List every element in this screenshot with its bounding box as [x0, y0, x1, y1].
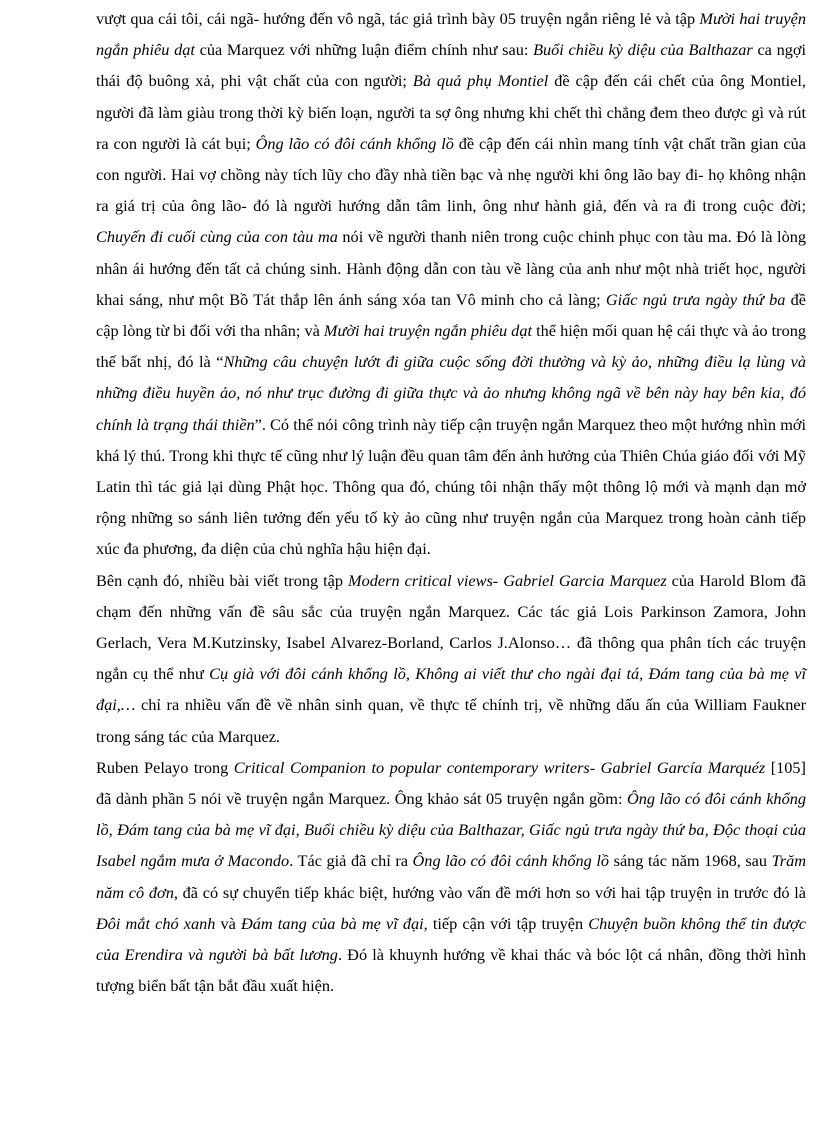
italic-title-text: Trăm năm cô đơn: [96, 851, 806, 902]
italic-title-text: Giấc ngủ trưa ngày thứ ba: [605, 289, 786, 309]
body-text: . Đó là khuynh hướng về khai thác và bóc lột cá nhân, đồng thời hình tượng biển bất tận bắt đầu xuất hiện.: [96, 945, 806, 996]
italic-title-text: Ông lão có đôi cánh khổng lồ: [412, 851, 610, 871]
italic-title-text: Buổi chiều kỳ diệu của Balthazar: [533, 40, 753, 60]
body-text: . Tác giả đã chỉ ra: [289, 851, 413, 871]
italic-title-text: Chuyến đi cuối cùng của con tàu ma: [96, 227, 338, 247]
body-text: vượt qua cái tôi, cái ngã- hướng đến vô ngã, tác giả trình bày 05 truyện ngắn riêng lẻ và tập: [96, 9, 700, 28]
italic-title-text: Modern critical views- Gabriel Garcia Marquez: [348, 570, 667, 590]
body-text: nói về người thanh niên trong cuộc chinh phục con tàu ma. Đó là lòng nhân ái hướng đến tất cả chúng sinh. Hành động dẫn con tàu về làng của anh như một nhà triết học, người khai sáng, như một Bồ Tát thắp lên ánh sáng xóa tan Vô minh cho cả làng;: [96, 227, 806, 309]
italic-title-text: Ông lão có đôi cánh khổng lồ: [255, 133, 454, 153]
body-text: thể hiện mối quan hệ cái thực và ảo trong thế bất nhị, đó là “: [96, 321, 807, 372]
body-text: [105] đã dành phần 5 nói về truyện ngắn Marquez. Ông khảo sát 05 truyện ngắn gồm:: [96, 757, 806, 809]
body-text: Ruben Pelayo trong: [96, 757, 234, 777]
body-text: Bên cạnh đó, nhiều bài viết trong tập: [96, 570, 349, 590]
italic-title-text: Mười hai truyện ngắn phiêu dạt: [323, 321, 532, 341]
italic-title-text: Đôi mắt chó xanh: [96, 913, 216, 933]
body-text: của Harold Blom đã chạm đến những vấn đề sâu sắc của truyện ngắn Marquez. Các tác giả Lois Parkinson Zamora, John Gerlach, Vera M.Kutzinsky, Isabel Alvarez-Borland, Carlos J.Alonso… đã thông qua phân tích các truyện ngắn cụ thể như: [96, 570, 807, 684]
italic-title-text: Bà quả phụ Montiel: [412, 71, 549, 91]
body-text: của Marquez với những luận điểm chính như sau:: [194, 40, 534, 60]
italic-title-text: Ông lão có đôi cánh khổng lồ, Đám tang của bà mẹ vĩ đại, Buổi chiều kỳ diệu của Balthazar, Giấc ngủ trưa ngày thứ ba, Độc thoại của Isabel ngắm mưa ở Macondo: [96, 789, 806, 871]
body-text: sáng tác năm 1968, sau: [609, 851, 772, 871]
paragraph-1: [96, 3, 806, 565]
body-text: và: [215, 913, 241, 933]
paragraph-2: [96, 565, 806, 752]
body-text: ca ngợi thái độ buông xả, phi vật chất của con người;: [96, 40, 807, 91]
body-text: đề cập đến cái nhìn mang tính vật chất trần gian của con người. Hai vợ chồng này tích lũy cho đầy nhà tiền bạc và nhẹ người khi ông lão bay đi- họ không nhận ra giá trị của ông lão- đó là người hướng dẫn tâm linh, ông như hành giả, đến và ra đi trong cuộc đời;: [96, 133, 806, 216]
italic-title-text: Đám tang của bà mẹ vĩ đại,: [241, 913, 428, 933]
body-text: chỉ ra nhiều vấn đề về nhân sinh quan, về thực tế chính trị, về những dấu ấn của William Faukner trong sáng tác của Marquez.: [96, 695, 806, 746]
document-page: [96, 3, 806, 1002]
body-text: , đã có sự chuyển tiếp khác biệt, hướng vào vấn đề mới hơn so với hai tập truyện in trước đó là: [173, 882, 806, 902]
paragraph-3: [96, 752, 806, 1002]
italic-title-text: Mười hai truyện ngắn phiêu dạt: [96, 9, 806, 60]
italic-title-text: Cụ già với đôi cánh khổng lồ, Không ai viết thư cho ngài đại tá, Đám tang của bà mẹ vĩ đại,…: [96, 664, 807, 715]
body-text: tiếp cận với tập truyện: [427, 913, 589, 933]
italic-title-text: Critical Companion to popular contemporary writers- Gabriel García Marquéz: [233, 757, 766, 777]
italic-title-text: Chuyện buồn không thể tin được của Erendira và người bà bất lương: [96, 913, 806, 965]
body-text: đề cập lòng từ bi đối với tha nhân; và: [96, 289, 806, 341]
body-text: ”. Có thể nói công trình này tiếp cận truyện ngắn Marquez theo một hướng nhìn mới khá lý thú. Trong khi thực tế cũng như lý luận đều quan tâm đến ảnh hưởng của Thiên Chúa giáo đối với Mỹ Latin thì tác giả lại dùng Phật học. Thông qua đó, chúng tôi nhận thấy một thông lộ mới và mạnh dạn mở rộng những so sánh liên tưởng đến yếu tố kỳ ảo cũng như truyện ngắn của Marquez trong hoàn cảnh tiếp xúc đa phương, đa diện của chủ nghĩa hậu hiện đại.: [96, 414, 806, 559]
italic-title-text: Những câu chuyện lướt đi giữa cuộc sống đời thường và kỳ ảo, những điều lạ lùng và những điều huyền ảo, nó như trục đường đi giữa thực và ảo nhưng không ngã về bên này hay bên kia, đó chính là trạng thái thiền: [96, 352, 806, 434]
body-text: đề cập đến cái chết của ông Montiel, người đã làm giàu trong thời kỳ biến loạn, người ta sợ ông nhưng khi chết thì chẳng đem theo được gì và rút ra con người là cát bụi;: [96, 71, 807, 153]
